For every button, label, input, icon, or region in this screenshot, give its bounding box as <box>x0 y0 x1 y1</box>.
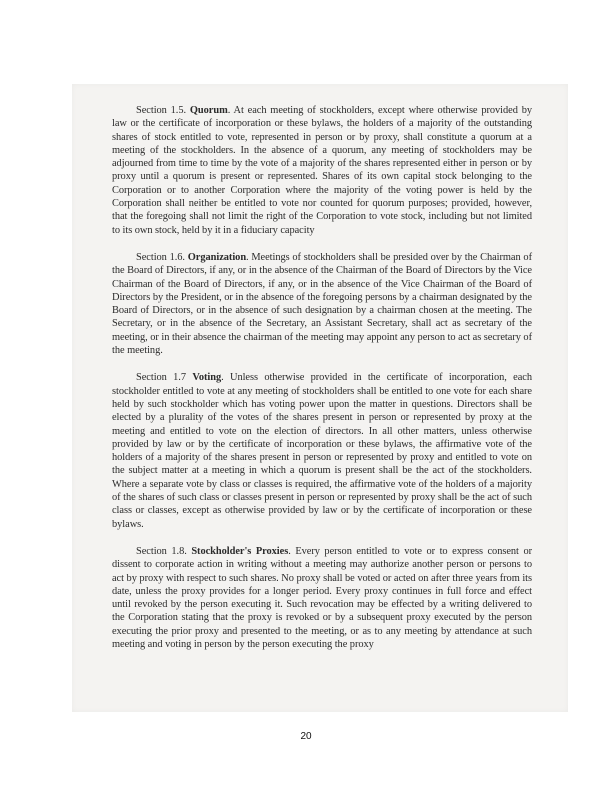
section-number: Section 1.8. <box>136 545 187 557</box>
section-text: . At each meeting of stockholders, except where otherwise provided by law or the certificate of incorporation or these bylaws, the holders of a majority of the outstanding shares of stock entitled to vote, represented in person or by proxy, shall constitute a quorum at a meeting of the stockholders. In the absence of a quorum, any meeting of stockholders may be adjourned from time to time by the vote of a majority of the shares represented either in person or by proxy until a quorum is present or represented. Shares of its own capital stock belonging to the Corporation or to another Corporation where the majority of the voting power is held by the Corporation shall neither be entitled to vote nor counted for quorum purposes; provided, however, that the foregoing shall not limit the right of the Corporation to vote stock, including but not limited to its own stock, held by it in a fiduciary capacity <box>112 105 532 236</box>
section-text: . Meetings of stockholders shall be presided over by the Chairman of the Board of Directors, if any, or in the absence of the Chairman of the Board of Directors by the Vice Chairman of the Board of Directors, if any, or in the absence of the Vice Chairman of the Board of Directors by the President, or in the absence of the foregoing persons by a chairman designated by the Board of Directors, or in the absence of such designation by a chairman chosen at the meeting. The Secretary, or in the absence of the Secretary, an Assistant Secretary, shall act as secretary of the meeting, or in their absence the chairman of the meeting may appoint any person to act as secretary of the meeting. <box>112 251 532 357</box>
section-number: Section 1.6. <box>136 251 185 263</box>
section-heading: Quorum <box>189 105 228 116</box>
section-heading: Organization <box>187 251 247 263</box>
section-1-8 <box>112 545 532 651</box>
section-paragraph <box>112 251 532 357</box>
section-paragraph <box>112 104 532 237</box>
document-body <box>112 104 532 665</box>
section-number: Section 1.7 <box>136 372 186 384</box>
page-number: 20 <box>300 731 312 742</box>
section-paragraph <box>112 371 532 531</box>
section-1-5 <box>112 104 532 237</box>
section-heading: Voting <box>192 372 222 384</box>
section-heading: Stockholder's Proxies <box>191 545 289 557</box>
section-1-7 <box>112 371 532 531</box>
section-text: . Unless otherwise provided in the certificate of incorporation, each stockholder entitled to vote at any meeting of stockholders shall be entitled to one vote for each share held by such stockholder which has voting power upon the matter in questions. Directors shall be elected by a plurality of the votes of the shares present in person or represented by proxy at the meeting and entitled to vote on the election of directors. In all other matters, unless otherwise provided by law or by the certificate of incorporation or these bylaws, the affirmative vote of the holders of a majority of the shares present in person or represented by proxy and entitled to vote on the subject matter at a meeting in which a quorum is present shall be the act of the stockholders. Where a separate vote by class or classes is required, the affirmative vote of the holders of a majority of the shares of such class or classes present in person or represented by proxy shall be the act of such class or classes, except as otherwise provided by law or by the certificate of incorporation or these bylaws. <box>112 372 532 530</box>
section-number: Section 1.5. <box>136 105 187 116</box>
section-paragraph <box>112 545 532 651</box>
section-1-6 <box>112 251 532 357</box>
section-text: . Every person entitled to vote or to express consent or dissent to corporate action in writing without a meeting may authorize another person or persons to act by proxy with respect to such shares. No proxy shall be voted or acted on after three years from its date, unless the proxy provides for a longer period. Every proxy continues in full force and effect until revoked by the person executing it. Such revocation may be effected by a writing delivered to the Corporation stating that the proxy is revoked or by a subsequent proxy executed by the person executing the prior proxy and presented to the meeting, or as to any meeting by attendance at such meeting and voting in person by the person executing the proxy <box>112 545 532 650</box>
